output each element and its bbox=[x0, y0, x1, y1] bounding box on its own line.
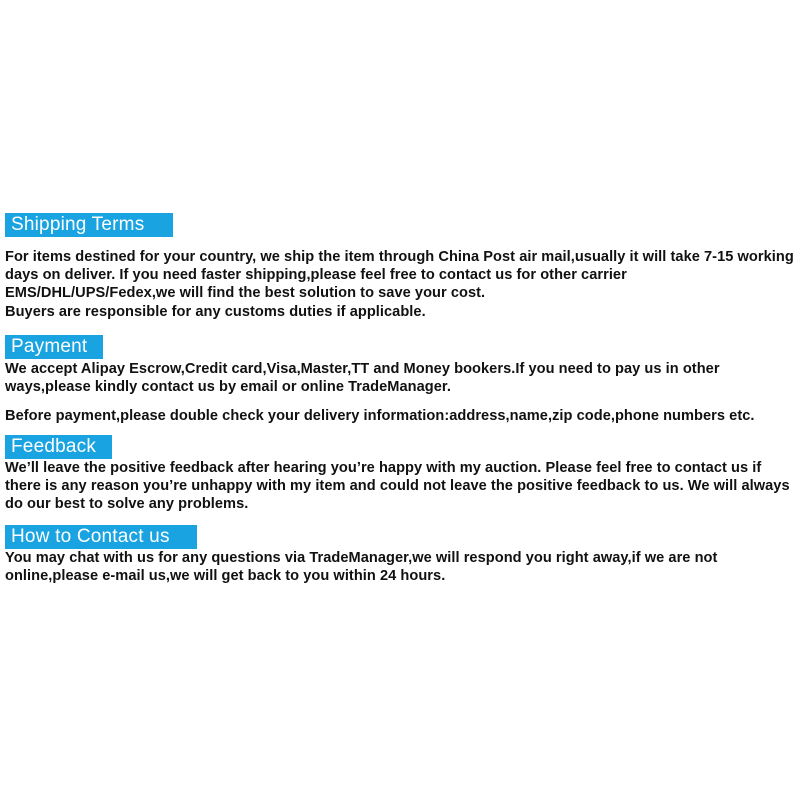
shipping-terms-paragraph: For items destined for your country, we ship the item through China Post air mail,usually it will take 7-15 working days on deliver. If you need faster shipping,please feel free to contact us for other carrier EMS/DHL/UPS/Fedex,we will find the best solution to save your cost. bbox=[5, 249, 794, 302]
contact-section bbox=[5, 525, 795, 585]
payment-body bbox=[5, 360, 795, 426]
contact-body bbox=[5, 549, 795, 585]
feedback-heading: Feedback bbox=[5, 435, 112, 459]
feedback-body bbox=[5, 459, 795, 514]
contact-heading: How to Contact us bbox=[5, 525, 197, 549]
shipping-terms-section bbox=[5, 213, 795, 321]
payment-section bbox=[5, 335, 795, 426]
payment-check-paragraph: Before payment,please double check your delivery information:address,name,zip code,phone numbers etc. bbox=[5, 408, 755, 425]
shipping-terms-heading: Shipping Terms bbox=[5, 213, 173, 237]
payment-methods-paragraph: We accept Alipay Escrow,Credit card,Visa,Master,TT and Money bookers.If you need to pay us in other ways,please kindly contact us by email or online TradeManager. bbox=[5, 361, 720, 396]
feedback-section bbox=[5, 435, 795, 514]
feedback-paragraph: We’ll leave the positive feedback after hearing you’re happy with my auction. Please feel free to contact us if there is any reason you’re unhappy with my item and could not leave the positive feedback to us. We will always do our best to solve any problems. bbox=[5, 460, 790, 513]
shipping-terms-body bbox=[5, 248, 795, 321]
contact-paragraph: You may chat with us for any questions via TradeManager,we will respond you right away,if we are not online,please e-mail us,we will get back to you within 24 hours. bbox=[5, 550, 718, 585]
customs-duties-paragraph: Buyers are responsible for any customs duties if applicable. bbox=[5, 303, 426, 320]
payment-heading: Payment bbox=[5, 335, 103, 359]
